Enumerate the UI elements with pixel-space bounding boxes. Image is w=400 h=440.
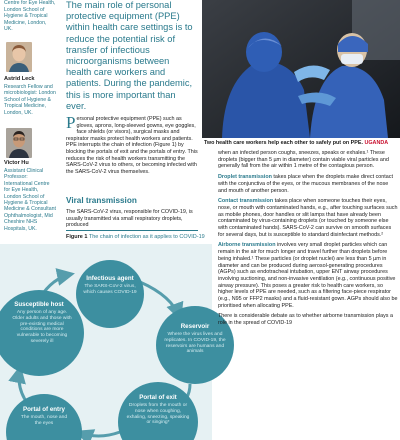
portrait-icon xyxy=(6,42,32,72)
airborne-heading: Airborne transmission xyxy=(218,242,276,249)
droplet-heading: Droplet transmission xyxy=(218,174,272,181)
health-workers-ppe-image xyxy=(202,0,400,138)
node-desc-agent: The SARS-CoV-2 virus, which causes COVID-19 xyxy=(83,284,137,295)
node-title-exit: Portal of exit xyxy=(139,394,177,401)
col2-continuation: when an infected person coughs, sneezes, speaks or exhales.¹ These droplets (bigger than 5 µm in diameter) contain viable viral particles and generally fall from the air within 1 metre of the contagious person. xyxy=(218,150,389,170)
node-title-agent: Infectious agent xyxy=(86,275,134,282)
hero-photo xyxy=(202,0,400,138)
photo-caption xyxy=(204,140,400,146)
figure-label: Figure 1 xyxy=(66,234,88,240)
author-photo-victor-hu xyxy=(6,128,32,158)
author-photo-astrid-leck xyxy=(6,42,32,72)
node-desc-host: Any person of any age. Older adults and those with pre-existing medical conditions are more vulnerable to becoming severely ill xyxy=(12,310,72,344)
node-desc-entry: The mouth, nose and the eyes xyxy=(20,415,68,426)
viral-transmission-text: The SARS-CoV-2 virus, responsible for COVID-19, is usually transmitted via small respiratory droplets, produced xyxy=(66,209,193,229)
body-paragraph-1: ersonal protective equipment (PPE) such as gloves, aprons, long-sleeved gowns, eye goggles, face shields (or visors), surgical masks and respirator masks protect health workers and patients. PPE interrupts the chain of infection (Figure 1) by blocking the portals of exit and the portals of entry. This reduces the risk of health workers transmitting the SARS-CoV-2 virus to others, or becoming infected with the SARS-CoV-2 virus themselves. xyxy=(66,116,198,175)
contact-text: takes place when someone touches their eyes, nose, or mouth with contaminated hands, e.g., after touching surfaces such as mobile phones, door handles or slit lamps that have already been contaminated by virus-containing droplets (or touched by someone else with contaminated hands). SARS-CoV-2 can survive on smooth surfaces for several days, but is susceptible to standard disinfectant methods.² xyxy=(218,198,398,238)
drop-cap: P xyxy=(66,113,76,132)
closing-paragraph: There is considerable debate as to whether airborne transmission plays a role in the spread of COVID-19 xyxy=(218,313,393,327)
node-infectious-agent xyxy=(76,260,144,328)
node-title-entry: Portal of entry xyxy=(23,406,65,413)
intro-paragraph: The main role of personal protective equipment (PPE) within health care settings is to reduce the potential risk of transfer of infectious microorganisms between health care workers and patients. During the pandemic, this is more important than ever. xyxy=(66,0,193,111)
top-affiliation: Centre for Eye Health, London School of Hygiene & Tropical Medicine, London, UK. xyxy=(4,0,56,33)
section-heading-viral-transmission: Viral transmission xyxy=(66,196,137,205)
figure-title xyxy=(66,234,206,240)
author-name-1: Astrid Leck xyxy=(4,76,35,82)
body-column-2 xyxy=(218,150,398,331)
contact-paragraph xyxy=(218,198,398,238)
contact-heading: Contact transmission xyxy=(218,198,274,205)
author-bio-2: Assistant Clinical Professor: International Centre for Eye Health, London School of Hygiene & Tropical Medicine & Consultant Ophthalmologist, Mid Cheshire NHS Hospitals, UK. xyxy=(4,168,56,232)
portrait-icon xyxy=(6,128,32,158)
droplet-paragraph xyxy=(218,174,398,194)
photo-credit: UGANDA xyxy=(364,140,389,146)
author-bio-1: Research Fellow and microbiologist: London School of Hygiene & Tropical Medicine, London, UK. xyxy=(4,84,56,116)
body-column-1 xyxy=(66,113,198,175)
author-name-2: Victor Hu xyxy=(4,160,29,166)
node-title-reservoir: Reservoir xyxy=(180,323,210,330)
droplet-text: takes place when the droplets make direct contact with the conjunctiva of the eyes, or the mucous membranes of the nose and mouth of another person. xyxy=(218,174,393,194)
arrow-exit-to-entry xyxy=(78,432,120,436)
figure-rule xyxy=(66,230,198,231)
node-title-host: Susceptible host xyxy=(14,301,64,308)
photo-caption-text: Two health care workers help each other to safely put on PPE. xyxy=(204,140,363,146)
airborne-text: involves very small droplet particles which can remain in the air for much longer and travel further than droplets before being inhaled.¹ These particles (or droplet nuclei) are less than 5 µm in diameter and can be produced during aerosol-generating procedures (AGPs) such as endotracheal intubation, upper ENT airway procedures involving suctioning, and non-invasive ventilation (e.g., continuous positive airway pressure). This poses a greater risk to health care workers, so higher levels of PPE are needed, such as a filtering face-piece respirator (e.g., N95 or FFP2 masks) and a fluid-resistant gown. AGPs should also be prioritised when allocating PPE. xyxy=(218,242,398,309)
figure-caption: The chain of infection as it applies to COVID-19 xyxy=(88,234,205,240)
node-desc-exit: Droplets from the mouth or nose when coughing, exhaling, sneezing, speaking or singing* xyxy=(126,403,190,426)
node-desc-reservoir: Where the virus lives and replicates. In COVID-19, the reservoirs are humans and animals xyxy=(164,332,226,355)
airborne-paragraph xyxy=(218,242,398,309)
